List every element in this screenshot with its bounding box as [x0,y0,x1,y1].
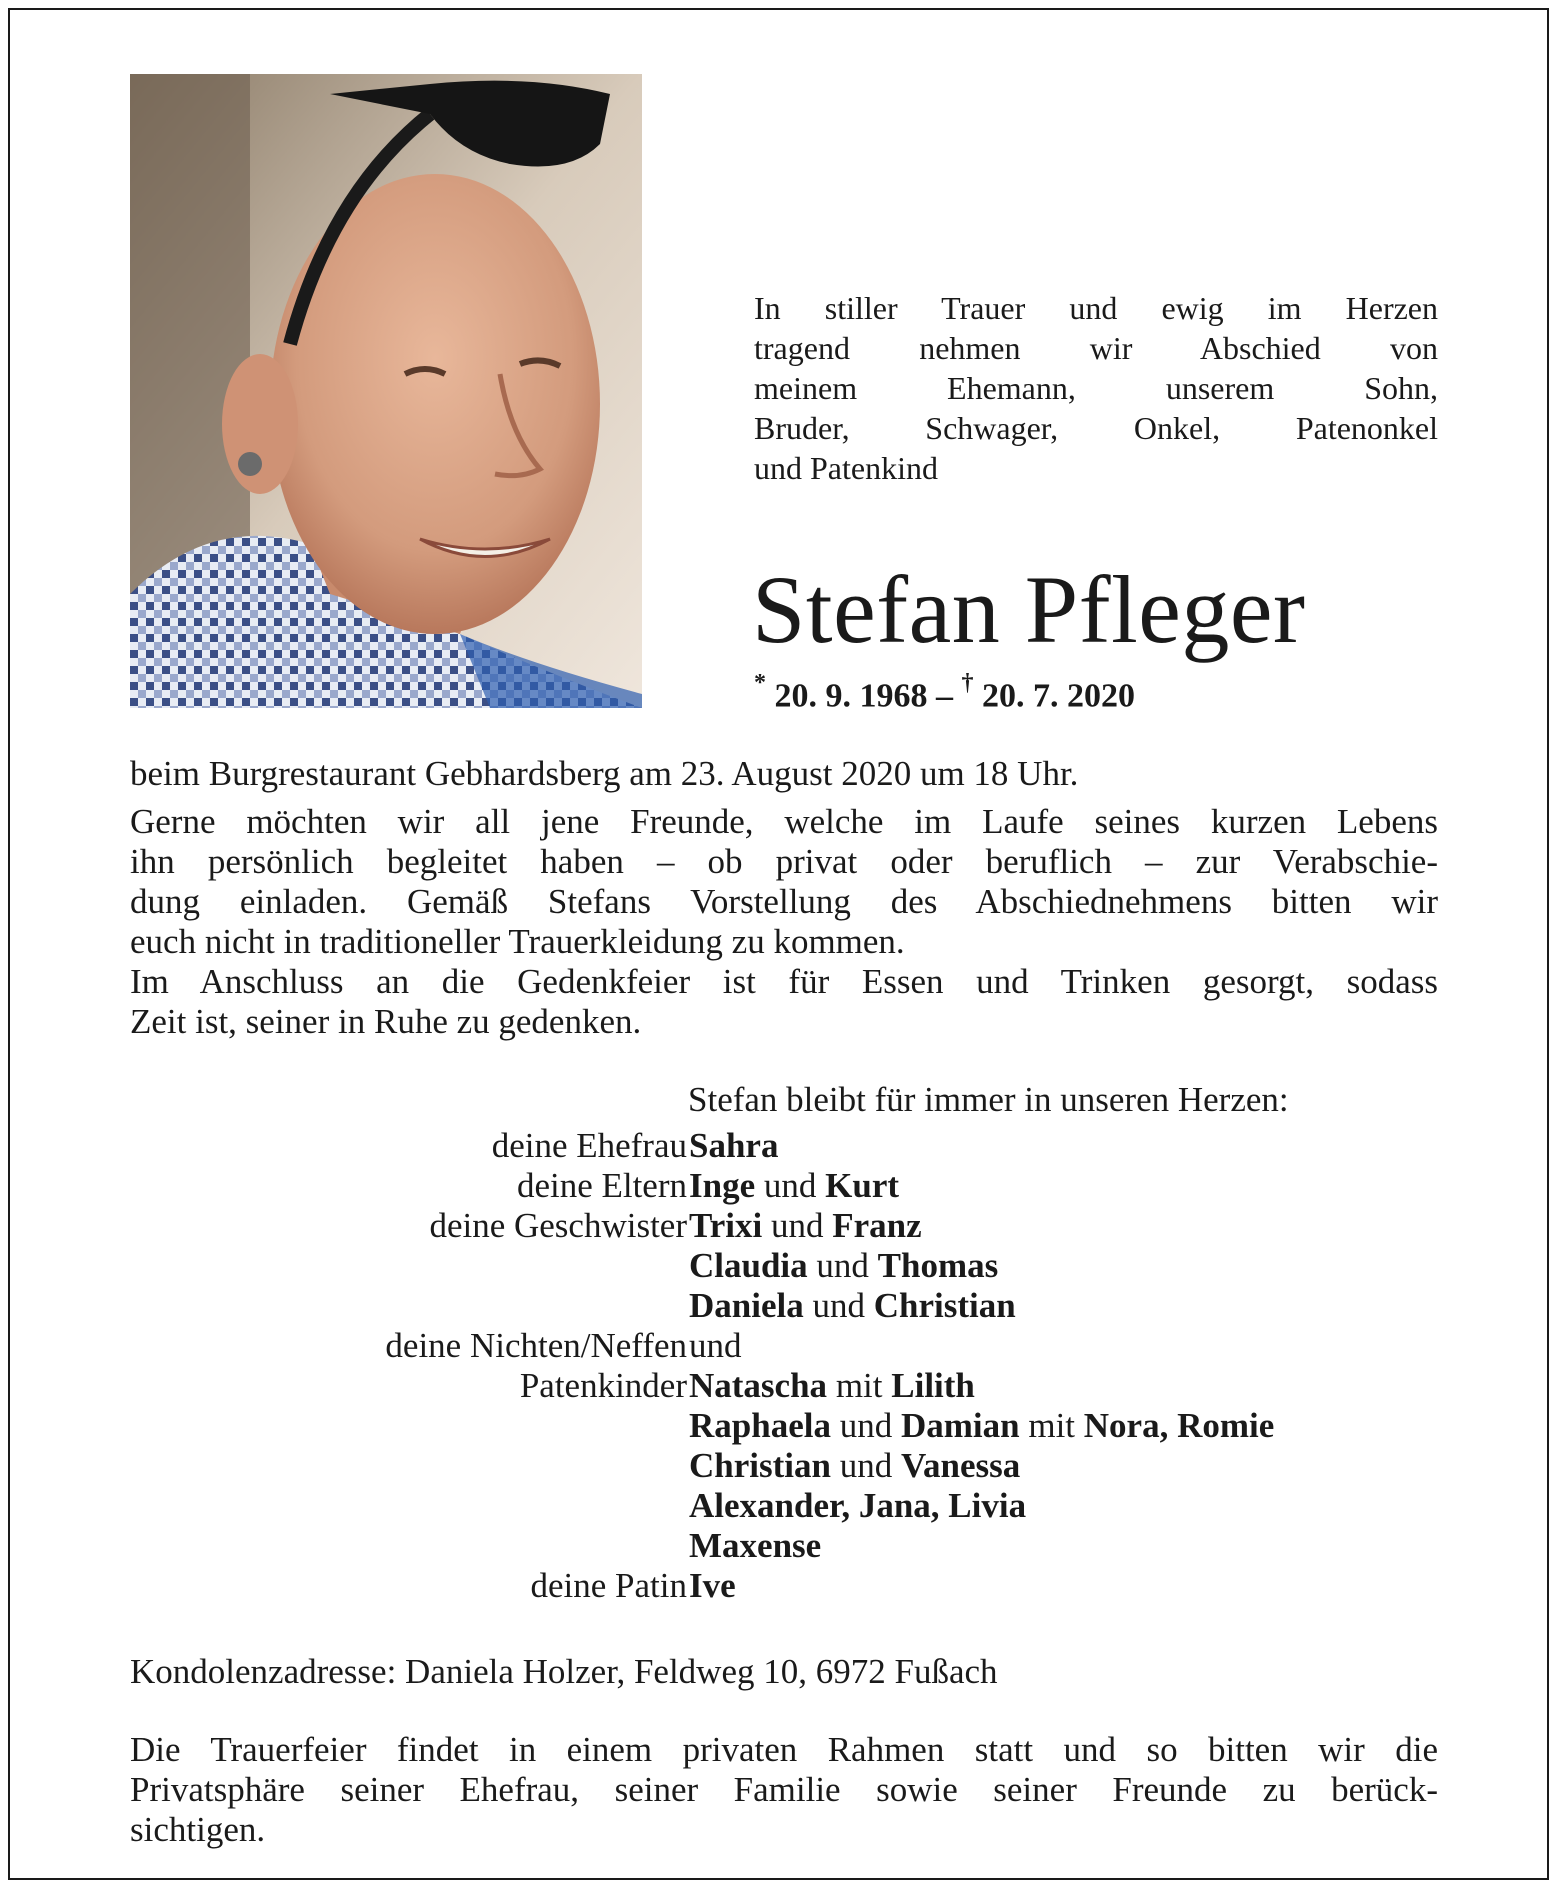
death-symbol: † [961,670,974,696]
intro-line: Bruder, Schwager, Onkel, Patenonkel [754,410,1438,446]
connector: und [839,1446,893,1485]
connector: mit [1028,1406,1076,1445]
mourner-name: Maxense [689,1526,822,1565]
mourner-row [0,1206,1567,1246]
life-dates [754,670,1135,715]
birth-symbol: * [754,670,766,696]
mourner-row [0,1526,1567,1566]
invitation-line: dung einladen. Gemäß Stefans Vorstellung des Abschiednehmens bitten wir [130,882,1438,921]
invitation-line: Zeit ist, seiner in Ruhe zu gedenken. [130,1002,642,1041]
intro-line: meinem Ehemann, unserem Sohn, [754,370,1438,406]
mourner-name: Vanessa [900,1446,1021,1485]
relation-label: deine Ehefrau [491,1126,687,1165]
relation-label: deine Nichten/Neffen [385,1326,687,1365]
death-date: 20. 7. 2020 [982,677,1135,715]
mourner-name: Natascha [689,1366,828,1405]
mourner-row [0,1486,1567,1526]
final-line: Privatsphäre seiner Ehefrau, seiner Familie sowie seiner Freunde zu berück- [130,1770,1438,1809]
mourner-row [0,1286,1567,1326]
mourner-row [0,1366,1567,1406]
mourner-row [0,1406,1567,1446]
connector: mit [835,1366,883,1405]
mourner-row [0,1326,1567,1366]
event-info [130,754,1438,794]
relation-label: deine Eltern [516,1166,687,1205]
date-separator: – [927,677,962,715]
relation-label: Patenkinder [519,1366,687,1405]
birth-date: 20. 9. 1968 [774,677,928,715]
condolence-address: Kondolenzadresse: Daniela Holzer, Feldweg 10, 6972 Fußach [130,1652,998,1691]
mourner-name: Kurt [825,1166,900,1205]
mourner-name: Trixi [689,1206,763,1245]
mourner-name: Franz [832,1206,922,1245]
mourner-row [0,1166,1567,1206]
event-line: beim Burgrestaurant Gebhardsberg am 23. August 2020 um 18 Uhr. [130,754,1079,793]
invitation-text [130,802,1438,1042]
closing-line: Stefan bleibt für immer in unseren Herzen: [688,1080,1289,1119]
final-line: Die Trauerfeier findet in einem privaten Rahmen statt und so bitten wir die [130,1730,1438,1769]
connector: und [770,1206,824,1245]
mourner-name: Damian [900,1406,1020,1445]
mourner-name: Sahra [689,1126,779,1165]
mourner-row [0,1246,1567,1286]
invitation-line: euch nicht in traditioneller Trauerkleidung zu kommen. [130,922,905,961]
mourner-name: Christian [689,1446,831,1485]
intro-line: und Patenkind [754,450,938,486]
connector: und [689,1326,742,1365]
connector: und [812,1286,865,1325]
mourner-row [0,1566,1567,1606]
connector: und [763,1166,817,1205]
mourner-row [0,1126,1567,1166]
intro-line: tragend nehmen wir Abschied von [754,330,1438,366]
mourner-name: Raphaela [689,1406,831,1445]
mourner-name: Thomas [877,1246,999,1285]
mourner-name: Ive [689,1566,736,1605]
portrait-photo [130,74,642,708]
mourner-name: Nora, Romie [1083,1406,1275,1445]
mourner-name: Inge [689,1166,756,1205]
invitation-line: Im Anschluss an die Gedenkfeier ist für Essen und Trinken gesorgt, sodass [130,962,1438,1001]
intro-line: In stiller Trauer und ewig im Herzen [754,290,1438,326]
invitation-line: ihn persönlich begleitet haben – ob privat oder beruflich – zur Verabschie- [130,842,1438,881]
invitation-line: Gerne möchten wir all jene Freunde, welche im Laufe seines kurzen Lebens [130,802,1438,841]
mourners-list [0,1126,1567,1606]
connector: und [816,1246,869,1285]
connector: und [839,1406,893,1445]
relation-label: deine Geschwister [429,1206,687,1245]
final-line: sichtigen. [130,1810,266,1849]
mourner-name: Christian [873,1286,1016,1325]
final-note [130,1730,1438,1850]
intro-text [754,288,1438,488]
mourner-name: Claudia [689,1246,808,1285]
deceased-name: Stefan Pfleger [752,556,1306,663]
mourner-name: Daniela [689,1286,804,1325]
mourner-name: Alexander, Jana, Livia [689,1486,1027,1525]
mourner-name: Lilith [891,1366,975,1405]
relation-label: deine Patin [530,1566,687,1605]
mourner-row [0,1446,1567,1486]
